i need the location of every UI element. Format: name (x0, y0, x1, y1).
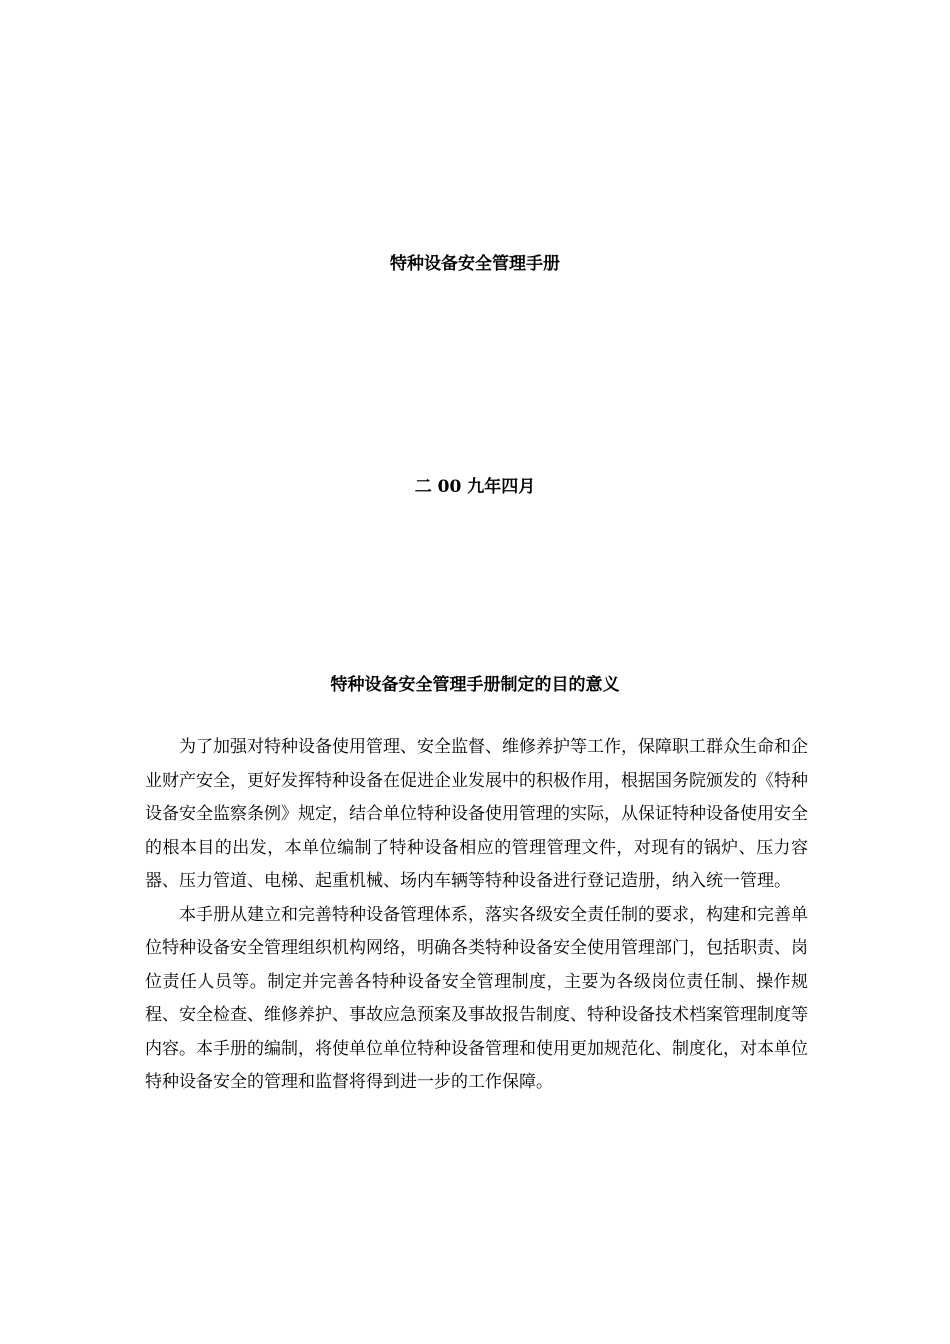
paragraph-scope: 本手册从建立和完善特种设备管理体系，落实各级安全责任制的要求，构建和完善单位特种设备安全管理组织机构网络，明确各类特种设备安全使用管理部门，包括职责、岗位责任人员等。制定并完善各特种设备安全管理制度，主要为各级岗位责任制、操作规程、安全检查、维修养护、事故应急预案及事故报告制度、特种设备技术档案管理制度等内容。本手册的编制，将使单位单位特种设备管理和使用更加规范化、制度化，对本单位特种设备安全的管理和监督将得到进一步的工作保障。 (145, 904, 808, 1092)
body-text (145, 731, 808, 1100)
document-date: 二 00 九年四月 (414, 477, 536, 497)
document-title: 特种设备安全管理手册 (390, 254, 560, 274)
paragraph-purpose: 为了加强对特种设备使用管理、安全监督、维修养护等工作，保障职工群众生命和企业财产安全，更好发挥特种设备在促进企业发展中的积极作用，根据国务院颁发的《特种设备安全监察条例》规定，结合单位特种设备使用管理的实际，从保证特种设备使用安全的根本目的出发，本单位编制了特种设备相应的管理管理文件，对现有的锅炉、压力容器、压力管道、电梯、起重机械、场内车辆等特种设备进行登记造册，纳入统一管理。 (145, 737, 808, 891)
section-heading: 特种设备安全管理手册制定的目的意义 (330, 675, 620, 695)
